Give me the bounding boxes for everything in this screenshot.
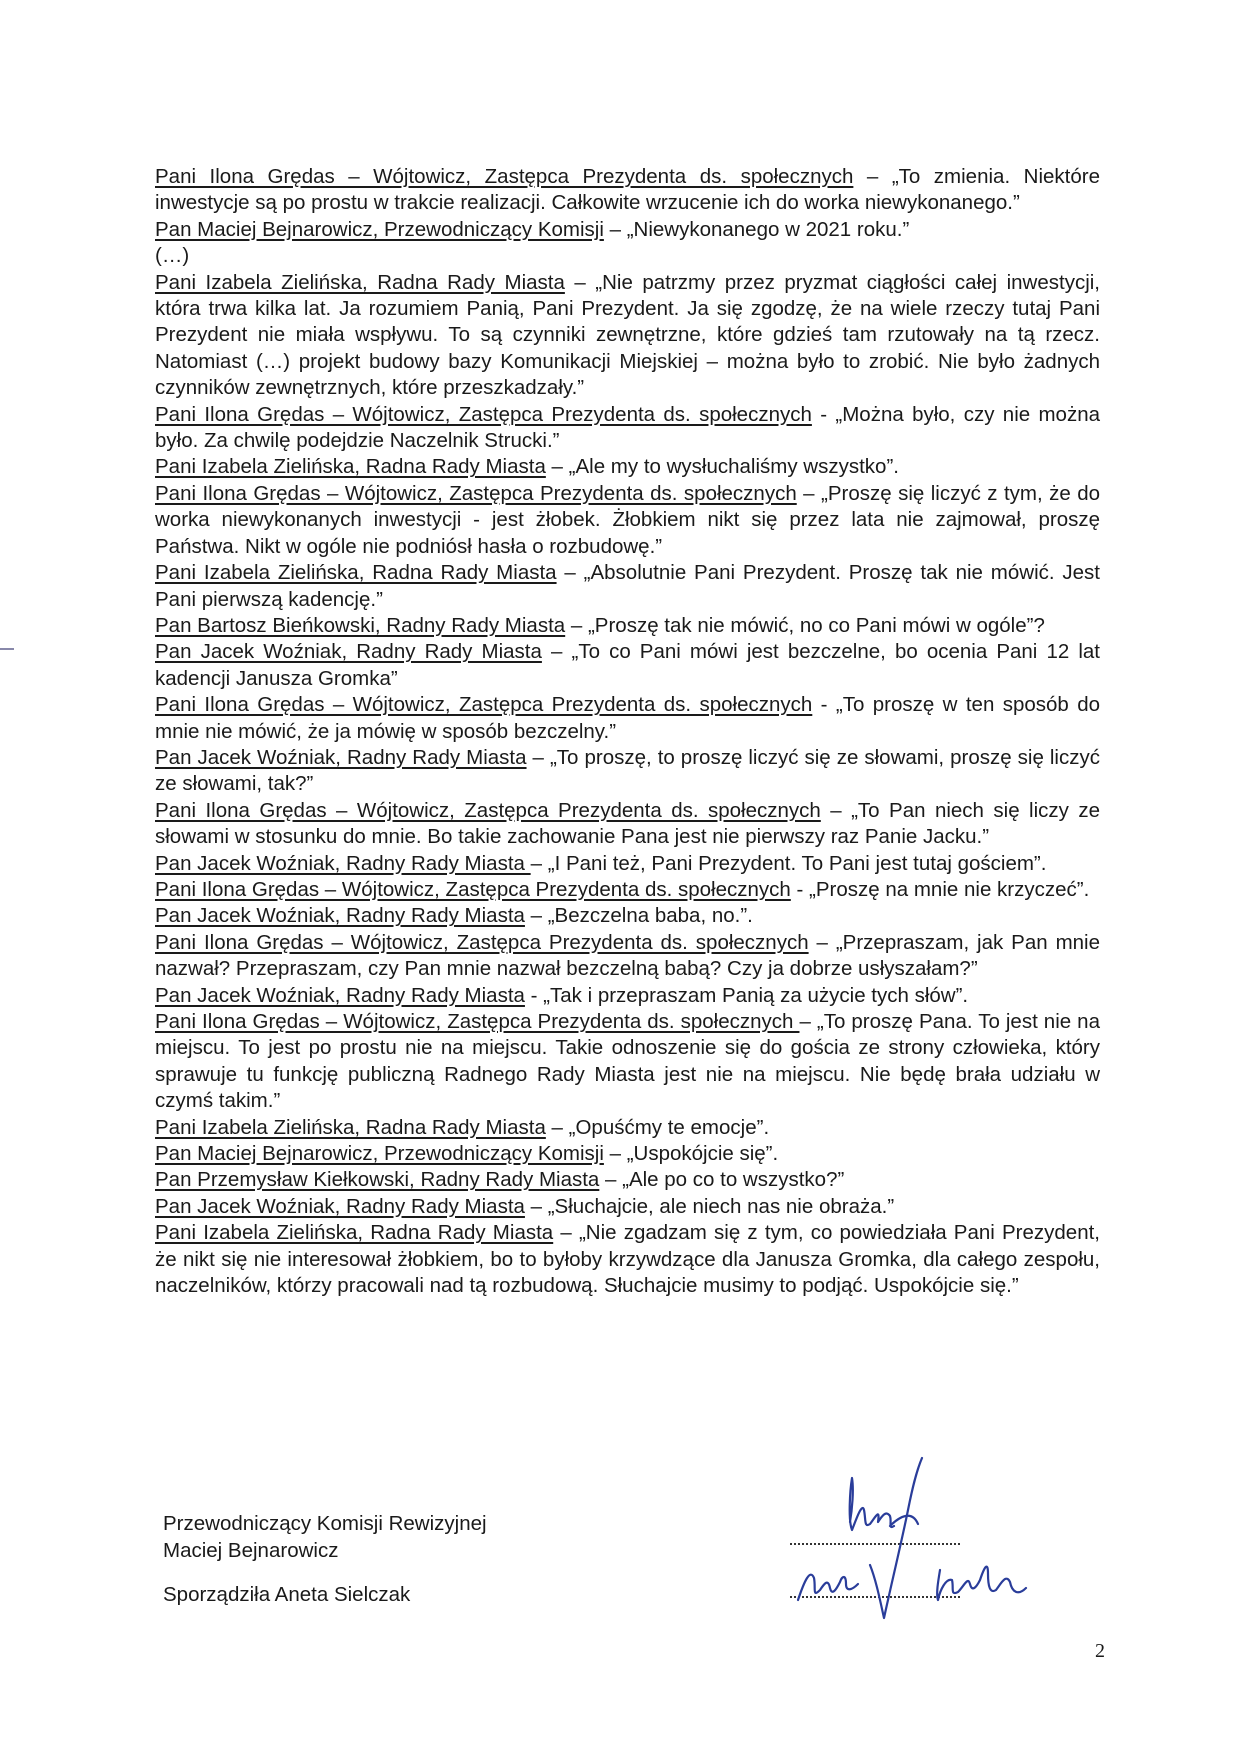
transcript-paragraph: [155, 1194, 1100, 1220]
statement-text: „To proszę w ten sposób do mnie nie mówić, że ja mówię w sposób bezczelny.”: [155, 693, 1101, 743]
speaker-name: Pani Ilona Grędas – Wójtowicz, Zastępca Prezydenta ds. społecznych: [155, 165, 854, 188]
statement-text: „To proszę Pana. To jest nie na miejscu. To jest po prostu nie na miejscu. Takie odnoszenie się do gościa ze strony człowieka, który sprawuje tu funkcję publiczną Radnego Rady Miasta jest nie na miejscu. Nie będę brała udziału w czymś takim.”: [155, 1010, 1100, 1113]
speaker-name: Pani Izabela Zielińska, Radna Rady Miasta: [155, 1115, 546, 1139]
speaker-name: Pan Maciej Bejnarowicz, Przewodniczący Komisji: [155, 1142, 604, 1166]
speaker-name: Pan Maciej Bejnarowicz, Przewodniczący Komisji: [155, 217, 604, 241]
chair-name: Maciej Bejnarowicz: [163, 1539, 339, 1562]
statement-text: „Ale my to wysłuchaliśmy wszystko”.: [568, 455, 899, 479]
statement-text: „Uspokójcie się”.: [626, 1142, 779, 1166]
speaker-name: Pan Jacek Woźniak, Radny Rady Miasta: [155, 851, 531, 875]
statement-text: „Opuśćmy te emocje”.: [568, 1115, 770, 1139]
transcript-paragraph: [155, 692, 1100, 745]
statement-text: „Ale po co to wszystko?”: [622, 1168, 845, 1192]
statement-text: „I Pani też, Pani Prezydent. To Pani jest tutaj gościem”.: [547, 851, 1047, 875]
speaker-name: Pani Izabela Zielińska, Radna Rady Miasta: [155, 270, 565, 294]
statement-text: „Niewykonanego w 2021 roku.”: [626, 217, 910, 241]
transcript-paragraph: [155, 560, 1100, 613]
speaker-separator: –: [853, 165, 892, 188]
transcript-paragraph: [155, 1141, 1100, 1167]
statement-text: „Bezczelna baba, no.”.: [547, 904, 753, 928]
speaker-separator: –: [545, 455, 569, 479]
speaker-name: Pani Ilona Grędas – Wójtowicz, Zastępca Prezydenta ds. społecznych: [155, 693, 813, 717]
chair-signature-block: [163, 1510, 487, 1564]
chair-title: Przewodniczący Komisji Rewizyjnej: [163, 1512, 487, 1535]
speaker-name: Pani Ilona Grędas – Wójtowicz, Zastępca Prezydenta ds. społecznych: [155, 930, 809, 954]
speaker-name: Pan Jacek Woźniak, Radny Rady Miasta: [155, 983, 525, 1007]
speaker-name: Pani Ilona Grędas – Wójtowicz, Zastępca Prezydenta ds. społecznych: [155, 481, 797, 505]
transcript-body: [155, 164, 1100, 1299]
prepared-by: Sporządziła Aneta Sielczak: [163, 1583, 411, 1606]
transcript-paragraph: [155, 613, 1100, 639]
speaker-separator: –: [599, 1168, 623, 1192]
speaker-separator: –: [603, 1142, 627, 1166]
transcript-paragraph: [155, 798, 1100, 851]
speaker-name: Pani Ilona Grędas – Wójtowicz, Zastępca Prezydenta ds. społecznych: [155, 798, 821, 822]
transcript-paragraph: [155, 454, 1100, 480]
handwritten-signatures: [790, 1450, 1120, 1625]
page-number: 2: [1095, 1640, 1105, 1662]
statement-text: „Słuchajcie, ale niech nas nie obraża.”: [547, 1194, 895, 1218]
speaker-separator: -: [524, 983, 544, 1007]
speaker-name: Pani Izabela Zielińska, Radna Rady Miasta: [155, 455, 546, 479]
statement-text: „Proszę się liczyć z tym, że do worka niewykonanych inwestycji - jest żłobek. Żłobkiem nikt się przez lata nie zajmował, proszę Państwa. Nikt w ogóle nie podniósł hasła o rozbudowę.”: [155, 481, 1100, 558]
speaker-name: Pani Ilona Grędas – Wójtowicz, Zastępca Prezydenta ds. społecznych: [155, 1010, 800, 1033]
speaker-separator: –: [556, 561, 584, 585]
speaker-separator: –: [553, 1221, 579, 1245]
transcript-paragraph: [155, 481, 1100, 560]
speaker-separator: –: [820, 798, 852, 822]
statement-text: „Absolutnie Pani Prezydent. Proszę tak nie mówić. Jest Pani pierwszą kadencję.”: [155, 561, 1101, 611]
transcript-paragraph: [155, 402, 1100, 455]
speaker-separator: –: [565, 613, 588, 637]
speaker-separator: –: [526, 745, 550, 769]
speaker-separator: -: [811, 402, 836, 426]
signature-check-stroke: [870, 1458, 922, 1618]
speaker-separator: -: [790, 877, 810, 901]
speaker-separator: –: [541, 640, 572, 664]
transcript-paragraph: [155, 639, 1100, 692]
transcript-paragraph: [155, 851, 1100, 877]
margin-mark: [0, 648, 14, 650]
speaker-separator: –: [799, 1010, 817, 1033]
transcript-paragraph: [155, 903, 1100, 929]
transcript-paragraph: [155, 1220, 1100, 1299]
transcript-paragraph: [155, 217, 1100, 243]
speaker-name: Pan Jacek Woźniak, Radny Rady Miasta: [155, 904, 525, 928]
statement-text: „Tak i przepraszam Panią za użycie tych słów”.: [543, 983, 969, 1007]
statement-text: „To Pan niech się liczy ze słowami w stosunku do mnie. Bo takie zachowanie Pana jest nie pierwszy raz Panie Jacku.”: [155, 798, 1101, 849]
speaker-name: Pani Izabela Zielińska, Radna Rady Miasta: [155, 561, 557, 585]
speaker-name: Pan Jacek Woźniak, Radny Rady Miasta: [155, 745, 527, 769]
speaker-separator: -: [812, 693, 836, 717]
transcript-paragraph: [155, 1167, 1100, 1193]
speaker-separator: –: [545, 1115, 569, 1139]
statement-text: „Nie zgadzam się z tym, co powiedziała Pani Prezydent, że nikt się nie interesował żłobkiem, bo to byłoby krzywdzące dla Janusza Gromka, dla całego zespołu, naczelników, którzy pracowali nad tą rozbudową. Słuchajcie musimy to podjąć. Uspokójcie się.”: [155, 1221, 1101, 1298]
transcript-paragraph: [155, 1009, 1100, 1115]
signatures: [790, 1450, 1120, 1625]
speaker-separator: –: [524, 1194, 548, 1218]
statement-text: „To proszę, to proszę liczyć się ze słowami, proszę się liczyć ze słowami, tak?”: [155, 745, 1100, 796]
statement-text: „Można było, czy nie można było. Za chwilę podejdzie Naczelnik Strucki.”: [155, 402, 1101, 453]
statement-text: „Nie patrzmy przez pryzmat ciągłości całej inwestycji, która trwa kilka lat. Ja rozumiem Panią, Pani Prezydent. Ja się zgodzę, że na wiele rzeczy tutaj Pani Prezydent nie miała wspływu. To są czynniki zewnętrzne, które gdzieś tam rzutowały na tą rzecz. Natomiast (…) projekt budowy bazy Komunikacji Miejskiej – można było to zrobić. Nie było żadnych czynników zewnętrznych, które przeszkadzały.”: [155, 270, 1100, 400]
speaker-separator: –: [524, 904, 548, 928]
prepared-signature-stroke-2: [937, 1567, 1026, 1600]
transcript-paragraph: [155, 745, 1100, 798]
speaker-separator: –: [796, 481, 822, 505]
speaker-separator: –: [808, 930, 836, 954]
speaker-name: Pani Ilona Grędas – Wójtowicz, Zastępca Prezydenta ds. społecznych: [155, 877, 791, 901]
chair-signature-stroke: [850, 1478, 894, 1530]
prepared-signature-stroke-1: [798, 1575, 858, 1600]
transcript-paragraph: [155, 1115, 1100, 1141]
speaker-name: Pan Jacek Woźniak, Radny Rady Miasta: [155, 640, 542, 664]
transcript-paragraph: [155, 877, 1100, 903]
transcript-paragraph: [155, 930, 1100, 983]
speaker-name: Pan Przemysław Kiełkowski, Radny Rady Miasta: [155, 1168, 600, 1192]
speaker-name: Pani Ilona Grędas – Wójtowicz, Zastępca Prezydenta ds. społecznych: [155, 402, 812, 426]
statement-text: „To zmienia. Niektóre inwestycje są po prostu w trakcie realizacji. Całkowite wrzucenie ich do worka niewykonanego.”: [155, 165, 1100, 215]
transcript-paragraph: [155, 270, 1100, 402]
transcript-paragraph: [155, 243, 1100, 269]
statement-text: „Przepraszam, jak Pan mnie nazwał? Przepraszam, czy Pan mnie nazwał bezczelną babą? Czy ja dobrze usłyszałam?”: [155, 930, 1101, 981]
statement-text: „Proszę na mnie nie krzyczeć”.: [809, 877, 1090, 901]
statement-text: (…): [155, 244, 190, 268]
speaker-separator: –: [603, 217, 627, 241]
speaker-name: Pan Jacek Woźniak, Radny Rady Miasta: [155, 1194, 525, 1218]
transcript-paragraph: [155, 164, 1100, 217]
speaker-name: Pan Bartosz Bieńkowski, Radny Rady Miasta: [155, 613, 566, 637]
speaker-separator: –: [564, 270, 596, 294]
speaker-separator: –: [530, 851, 548, 875]
statement-text: „To co Pani mówi jest bezczelne, bo ocenia Pani 12 lat kadencji Janusza Gromka”: [155, 640, 1100, 690]
speaker-name: Pani Izabela Zielińska, Radna Rady Miasta: [155, 1221, 554, 1245]
transcript-paragraph: [155, 983, 1100, 1009]
statement-text: „Proszę tak nie mówić, no co Pani mówi w ogóle”?: [587, 613, 1045, 637]
